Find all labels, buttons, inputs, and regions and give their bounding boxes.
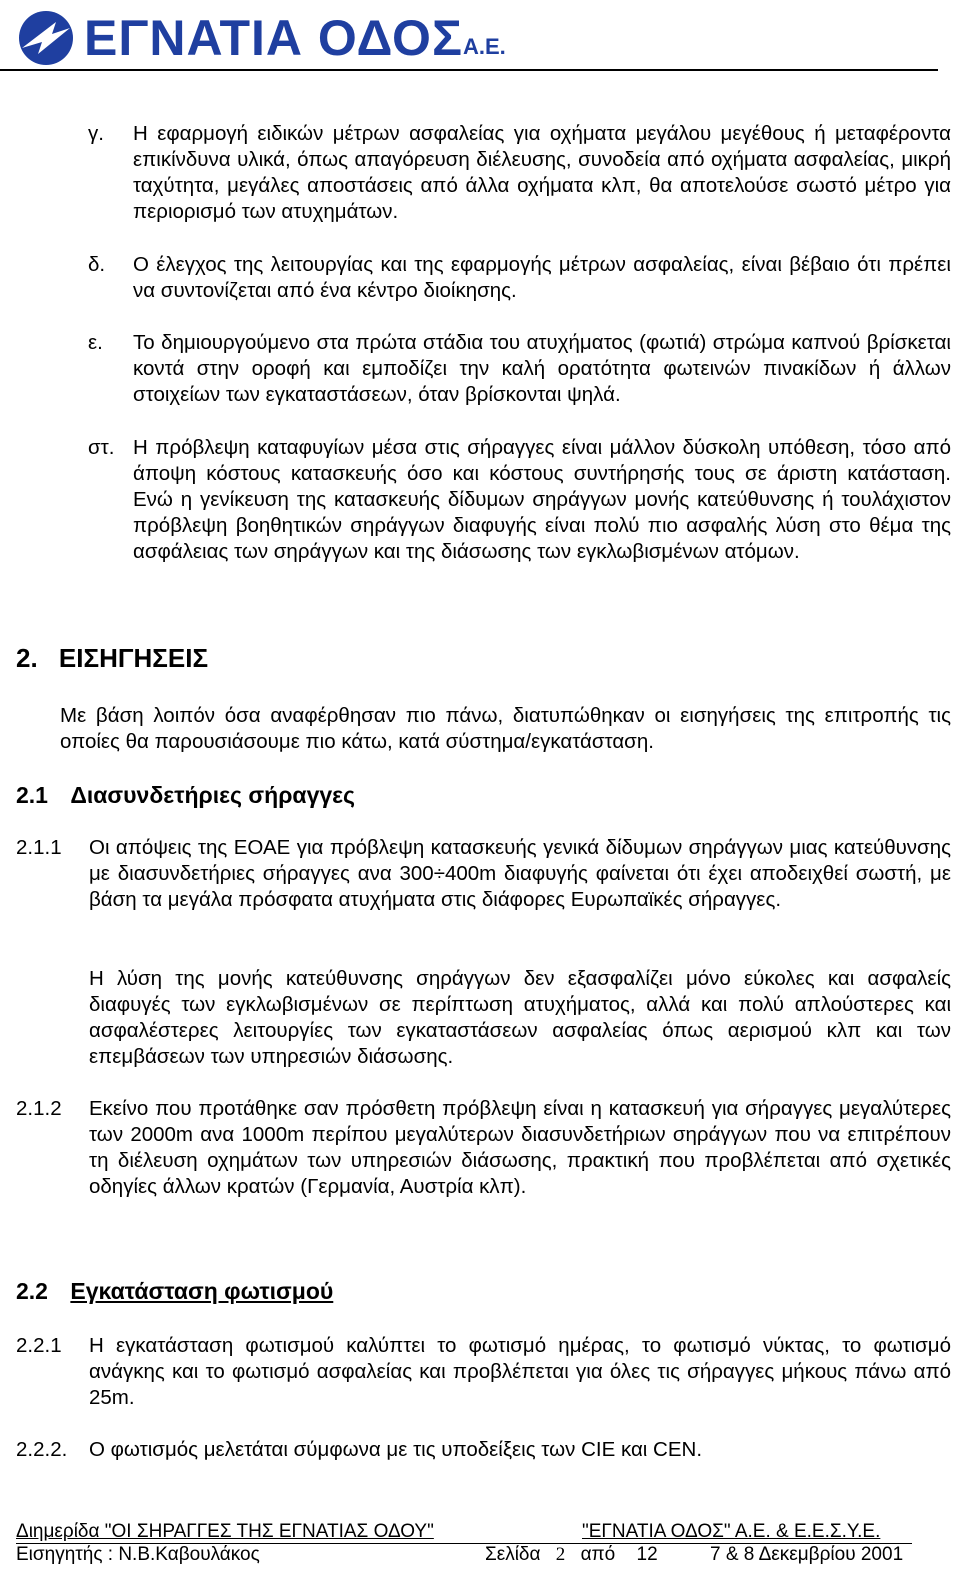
section-2-heading xyxy=(16,643,208,674)
of-word: από xyxy=(580,1544,616,1565)
paragraph-number: 2.1.2 xyxy=(16,1097,62,1120)
paragraph-text: Η λύση της μονής κατεύθυνσης σηράγγων δεν εξασφαλίζει μόνο εύκολες και ασφαλείς διαφυγές των εγκλωβισμένων σε περίπτωση ατυχήματος, αλλά και πολύ απλούστερες και ασφαλέστερες λειτουργίες των εγκαταστάσεων ασφαλείας όπως αερισμού κλπ και των επεμβάσεων των υπηρεσιών διάσωσης. xyxy=(89,967,951,1068)
section-number: 2.2 xyxy=(16,1278,48,1304)
footer-date: 7 & 8 Δεκεμβρίου 2001 xyxy=(710,1544,904,1565)
section-number: 2. xyxy=(16,643,38,673)
paragraph-text: Εκείνο που προτάθηκε σαν πρόσθετη πρόβλεψη είναι η κατασκευή για σήραγγες μεγαλύτερες των 2000m ανα 1000m περίπου μεγαλύτερων διασυνδετήριων σηράγγων που να επιτρέπουν τη διέλευση οχημάτων των υπηρεσιών διάσωσης, πρακτική που προβλέπεται από σχετικές οδηγίες άλλων κρατών (Γερμανία, Αυστρία κλπ). xyxy=(89,1097,951,1198)
footer-speaker: Εισηγητής : Ν.Β.Καβουλάκος xyxy=(16,1544,260,1565)
item-label: στ. xyxy=(88,436,115,459)
header-logo xyxy=(16,6,506,70)
paragraph-text: Οι απόψεις της ΕΟΑΕ για πρόβλεψη κατασκευής γενικά δίδυμων σηράγγων μιας κατεύθυνσης με διασυνδετήριες σήραγγες ανα 300÷400m διαφυγής φαίνεται ότι έχει αποδειχθεί σωστή, με βάση τα μεγάλα πρόσφατα ατυχήματα στις διάφορες Ευρωπαϊκές σήραγγες. xyxy=(89,836,951,911)
footer-organizers: "ΕΓΝΑΤΙΑ ΟΔΟΣ" Α.Ε. & Ε.Ε.Σ.Υ.Ε. xyxy=(582,1521,881,1542)
page-number: 2 xyxy=(555,1544,566,1565)
item-label: δ. xyxy=(88,253,106,276)
item-text: Η εφαρμογή ειδικών μέτρων ασφαλείας για οχήματα μεγάλου μεγέθους ή μεταφέροντα επικίνδυνα υλικά, όπως απαγόρευση διέλευσης, συνοδεία από οχήματα ασφαλείας, μικρή ταχύτητα, μεγάλες αποστάσεις από άλλα οχήματα κλπ, θα αποτελούσε σωστό μέτρο για περιορισμό των ατυχημάτων. xyxy=(133,122,951,223)
page-word: Σελίδα xyxy=(485,1544,541,1565)
paragraph-text: Ο φωτισμός μελετάται σύμφωνα με τις υποδείξεις των CIE και CEN. xyxy=(89,1438,703,1461)
section-title: ΕΙΣΗΓΗΣΕΙΣ xyxy=(58,643,209,673)
item-text: Το δημιουργούμενο στα πρώτα στάδια του ατυχήματος (φωτιά) στρώμα καπνού βρίσκεται κοντά στην οροφή και εμποδίζει την καλή ορατότητα φωτεινών πινακίδων ή άλλων στοιχείων των εγκαταστάσεων, όταν βρίσκονται ψηλά. xyxy=(133,331,951,406)
section-2-intro: Με βάση λοιπόν όσα αναφέρθησαν πιο πάνω, διατυπώθηκαν οι εισηγήσεις της επιτροπής τις οποίες θα παρουσιάσουμε πιο κάτω, κατά σύστημα/εγκατάσταση. xyxy=(60,704,951,753)
item-label: ε. xyxy=(88,331,103,354)
logo-suffix: Α.Ε. xyxy=(462,34,506,59)
section-number: 2.1 xyxy=(16,782,48,808)
section-2-1-heading xyxy=(16,782,355,809)
section-title: Εγκατάσταση φωτισμού xyxy=(70,1278,334,1304)
paragraph-number: 2.2.1 xyxy=(16,1334,62,1357)
item-text: Ο έλεγχος της λειτουργίας και της εφαρμογής μέτρων ασφαλείας, είναι βέβαιο ότι πρέπει να συντονίζεται από ένα κέντρο διοίκησης. xyxy=(133,253,951,302)
footer-event-title: Διημερίδα "ΟΙ ΣΗΡΑΓΓΕΣ ΤΗΣ ΕΓΝΑΤΙΑΣ ΟΔΟΥ" xyxy=(16,1521,434,1542)
header-rule xyxy=(0,69,938,71)
footer-page-info xyxy=(485,1544,658,1566)
section-title: Διασυνδετήριες σήραγγες xyxy=(70,782,356,808)
page-total: 12 xyxy=(636,1544,658,1565)
section-2-2-heading xyxy=(16,1278,333,1305)
paragraph-text: Η εγκατάσταση φωτισμού καλύπτει το φωτισμό ημέρας, το φωτισμό νύκτας, το φωτισμό ανάγκης και το φωτισμό ασφαλείας και προβλέπεται για όλες τις σήραγγες μήκους πάνω από 25m. xyxy=(89,1334,951,1409)
paragraph-number: 2.2.2. xyxy=(16,1438,68,1461)
paragraph-number: 2.1.1 xyxy=(16,836,62,859)
egnatia-arrow-logo-icon xyxy=(16,8,76,68)
item-label: γ. xyxy=(88,122,104,145)
logo-text: ΕΓΝΑΤΙΑ ΟΔΟΣ xyxy=(84,10,463,66)
item-text: Η πρόβλεψη καταφυγίων μέσα στις σήραγγες είναι μάλλον δύσκολη υπόθεση, τόσο από άποψη κόστους κατασκευής όσο και κόστους συντήρησής τους σε άριστη κατάσταση. Ενώ η γενίκευση της κατασκευής δίδυμων σηράγγων μονής κατεύθυνσης ή τουλάχιστον πρόβλεψη βοηθητικών σηράγγων διαφυγής είναι πολύ πιο ασφαλής λύση στο θέμα της ασφάλειας των σηράγγων και της διάσωσης των εγκλωβισμένων ατόμων. xyxy=(133,436,951,563)
